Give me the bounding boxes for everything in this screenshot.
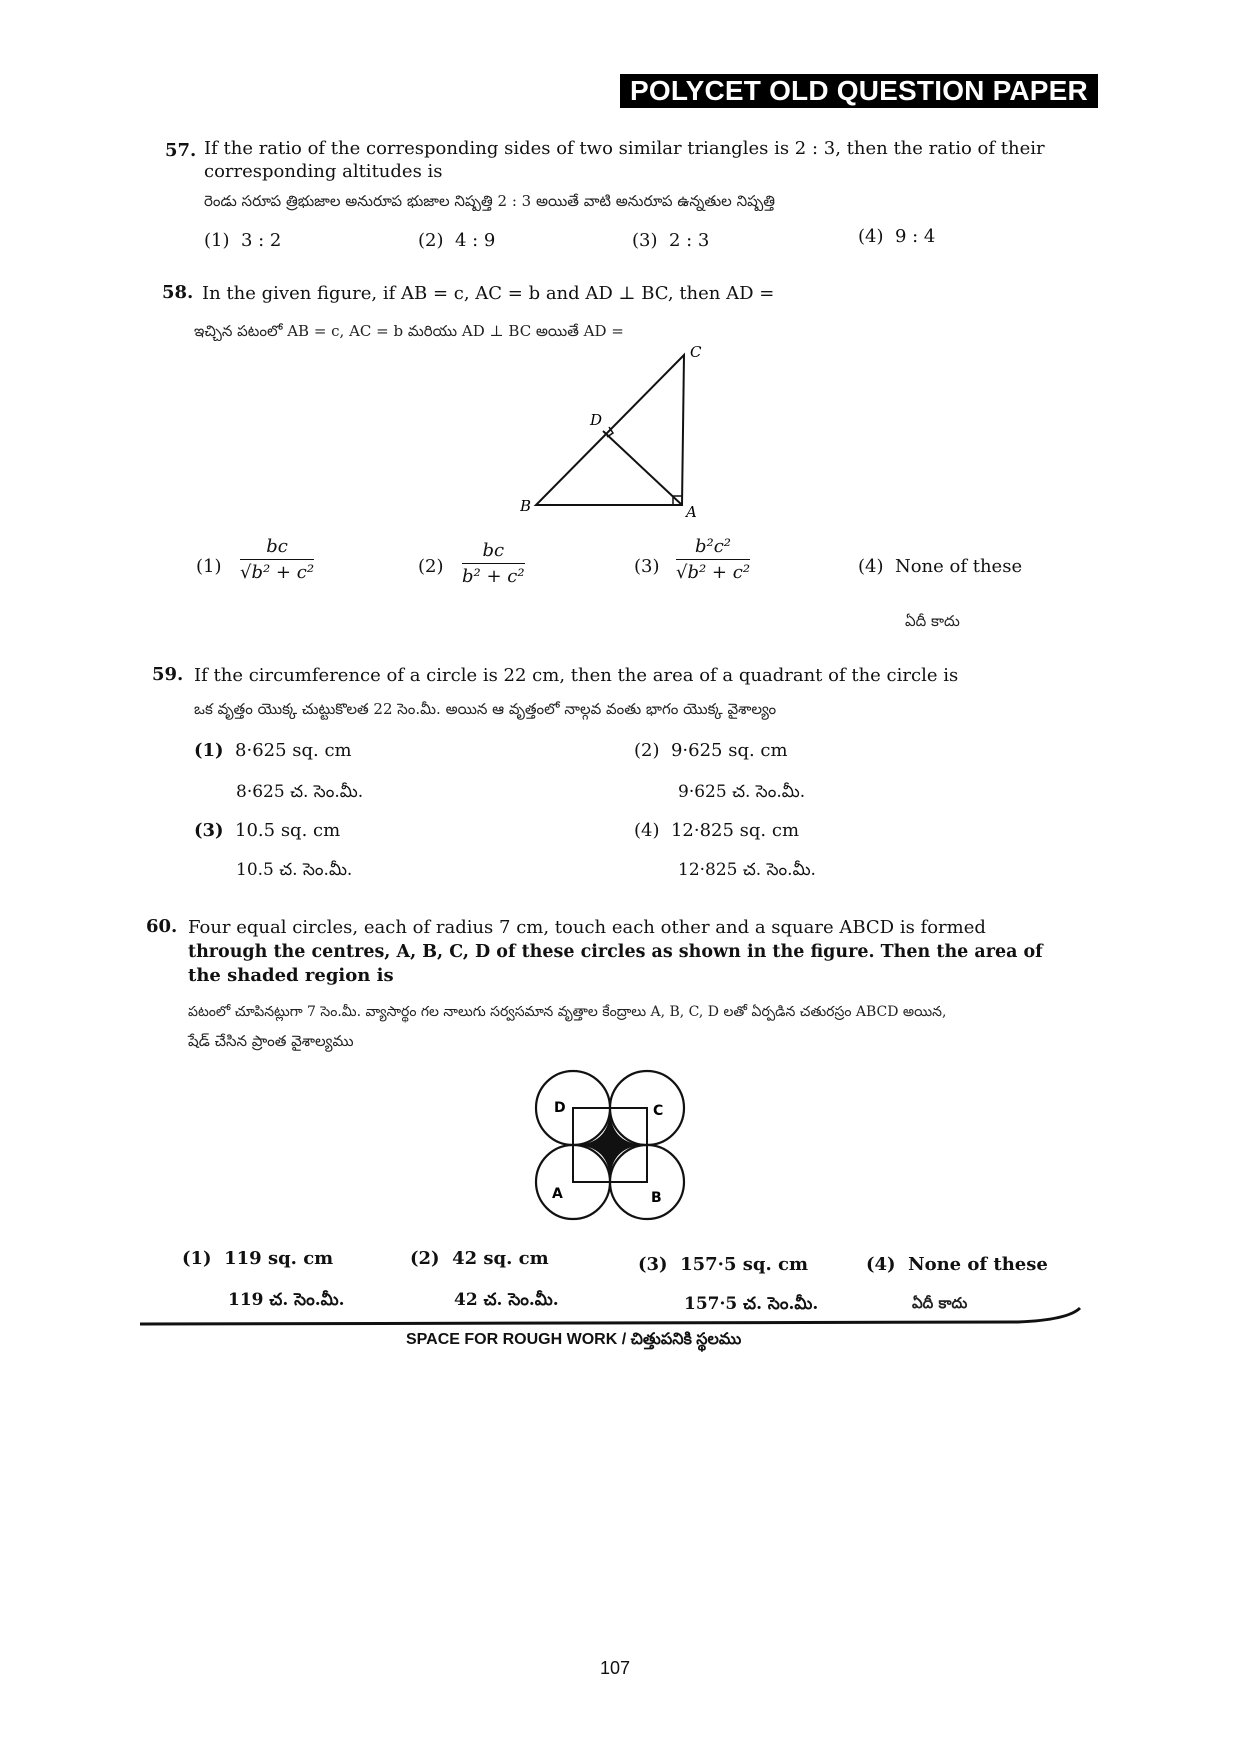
shaded-region — [573, 1108, 647, 1182]
option-2: (2) 9·625 sq. cm — [634, 740, 788, 761]
option-4-telugu: 12·825 చ. సెం.మీ. — [678, 860, 816, 880]
question-text: In the given figure, if AB = c, AC = b and AD ⊥ BC, then AD = — [202, 283, 775, 304]
option-1-number: (1) — [196, 556, 222, 577]
question-text: through the centres, A, B, C, D of these circles as shown in the figure. Then the area of — [188, 942, 1043, 962]
option-4-telugu: ఏదీ కాదు — [905, 612, 960, 630]
option-2: (2) 4 : 9 — [418, 230, 496, 251]
label-a: A — [552, 1186, 563, 1202]
question-text: If the circumference of a circle is 22 cm, then the area of a quadrant of the circle is — [194, 665, 959, 686]
rough-work-label: SPACE FOR ROUGH WORK / చిత్తుపనికి స్థలము — [406, 1331, 742, 1348]
question-number: 59. — [152, 664, 184, 685]
label-b: B — [651, 1190, 662, 1206]
option-4: (4) None of these — [866, 1254, 1048, 1275]
question-number: 58. — [162, 282, 194, 303]
question-text: Four equal circles, each of radius 7 cm, touch each other and a square ABCD is formed — [188, 917, 986, 938]
four-circles-figure — [525, 1060, 695, 1230]
option-1-telugu: 8·625 చ. సెం.మీ. — [236, 782, 364, 802]
option-1: $\frac{bc}{\text{√b² + c²}}$ — [240, 536, 315, 583]
option-2: (2) 42 sq. cm — [410, 1248, 549, 1269]
question-text: corresponding altitudes is — [204, 161, 443, 182]
triangle-figure — [520, 345, 720, 520]
option-1-telugu: 119 చ. సెం.మీ. — [228, 1290, 345, 1310]
question-text: If the ratio of the corresponding sides of two similar triangles is 2 : 3, then the ratio of their — [204, 138, 1045, 159]
rough-work-divider — [138, 1300, 1088, 1330]
page-header-title: POLYCET OLD QUESTION PAPER — [620, 74, 1098, 108]
label-b: B — [520, 497, 532, 515]
question-number: 60. — [146, 916, 178, 937]
triangle-abc — [536, 355, 684, 505]
option-4: (4) 12·825 sq. cm — [634, 820, 800, 841]
option-3: (3) 157·5 sq. cm — [638, 1254, 808, 1275]
label-d: D — [554, 1100, 566, 1116]
option-2-number: (2) — [418, 556, 444, 577]
question-text: the shaded region is — [188, 965, 394, 986]
option-3-number: (3) — [634, 556, 660, 577]
option-3: $\frac{\text{b²c²}}{\text{√b² + c²}}$ — [676, 536, 751, 583]
option-2: $\frac{bc}{\text{b² + c²}}$ — [462, 540, 525, 587]
label-d: D — [590, 411, 603, 429]
label-c: C — [653, 1103, 664, 1119]
option-4: (4) None of these — [858, 556, 1023, 577]
option-4-telugu: ఏదీ కాదు — [912, 1294, 968, 1312]
option-1: (1) 119 sq. cm — [182, 1248, 334, 1269]
question-text-telugu: పటంలో చూపినట్లుగా 7 సెం.మీ. వ్యాసార్థం గల నాలుగు సర్వసమాన వృత్తాల కేంద్రాలు A, B, C, D లతో ఏర్పడిన చతురస్రం ABCD అయిన, — [188, 1004, 947, 1020]
altitude-ad — [603, 431, 682, 505]
option-4: (4) 9 : 4 — [858, 226, 936, 247]
option-3-telugu: 157·5 చ. సెం.మీ. — [684, 1294, 819, 1314]
option-3: (3) 2 : 3 — [632, 230, 710, 251]
option-2-telugu: 9·625 చ. సెం.మీ. — [678, 782, 806, 802]
question-text-telugu: ఒక వృత్తం యొక్క చుట్టుకొలత 22 సెం.మీ. అయిన ఆ వృత్తంలో నాల్గవ వంతు భాగం యొక్క వైశాల్యం — [194, 700, 777, 718]
option-3: (3) 10.5 sq. cm — [194, 820, 341, 841]
option-2-telugu: 42 చ. సెం.మీ. — [454, 1290, 559, 1310]
question-text-telugu: షేడ్ చేసిన ప్రాంత వైశాల్యము — [188, 1032, 354, 1050]
option-1: (1) 8·625 sq. cm — [194, 740, 352, 761]
question-number: 57. — [165, 140, 197, 161]
question-text-telugu: రెండు సరూప త్రిభుజాల అనురూప భుజాల నిష్పత్తి 2 : 3 అయితే వాటి అనురూప ఉన్నతుల నిష్పత్తి — [204, 192, 775, 210]
option-1: (1) 3 : 2 — [204, 230, 282, 251]
question-text-telugu: ఇచ్చిన పటంలో AB = c, AC = b మరియు AD ⊥ BC అయితే AD = — [194, 322, 624, 340]
option-3-telugu: 10.5 చ. సెం.మీ. — [236, 860, 353, 880]
label-c: C — [690, 345, 702, 361]
page-number: 107 — [600, 1658, 631, 1678]
label-a: A — [686, 503, 697, 520]
